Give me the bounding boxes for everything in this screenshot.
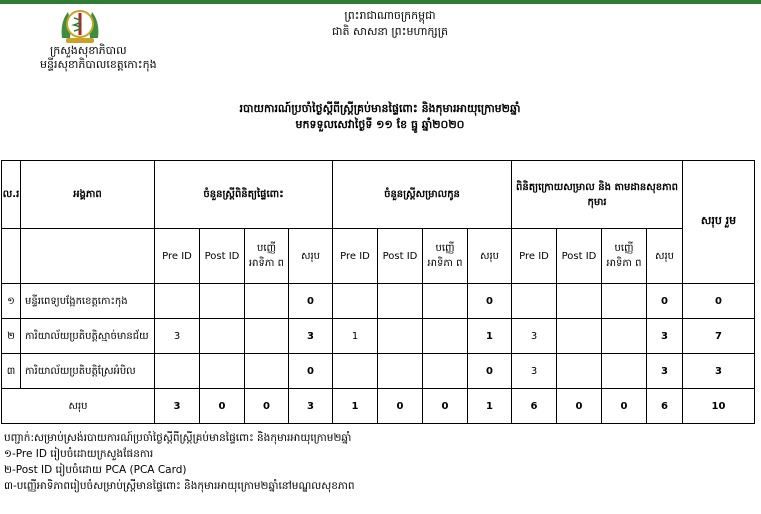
cell [378, 354, 423, 389]
blank-header-cell [2, 229, 21, 284]
cell [333, 284, 378, 319]
ministry-name: ក្រសួងសុខាភិបាល [50, 44, 127, 57]
cell [602, 354, 647, 389]
row-no: ១ [2, 284, 21, 319]
sum-cell: 0 [200, 389, 245, 424]
cell-sum: 0 [647, 284, 683, 319]
cell: 1 [333, 319, 378, 354]
note-line: បញ្ជាក់:សម្រាប់ស្រង់របាយការណ៍ប្រចាំថ្ងៃស្ដីពីស្ត្រីគ្រប់មានផ្ទៃពោះ និងកុមារអាយុក្រោម២ឆ្នាំ [4, 432, 352, 444]
sub-priority: បញ្ញើ អាទិភា ព [423, 229, 468, 284]
cell-sum: 0 [289, 354, 333, 389]
cell [602, 284, 647, 319]
table-header-row [2, 161, 755, 229]
cell [378, 319, 423, 354]
top-accent-bar [0, 0, 761, 4]
note-line: ១-Pre ID រៀបចំដោយក្រសួងផែនការ [4, 448, 154, 460]
ministry-block [40, 44, 200, 72]
sub-sum: សរុប [289, 229, 333, 284]
cell [602, 319, 647, 354]
cell-sum: 3 [647, 319, 683, 354]
row-grand-total: 3 [683, 354, 755, 389]
cell [245, 319, 289, 354]
kingdom-heading [290, 8, 490, 40]
sum-cell: 1 [333, 389, 378, 424]
cell [333, 354, 378, 389]
sum-cell: 6 [647, 389, 683, 424]
sum-cell: 3 [289, 389, 333, 424]
row-unit: មន្ទីរពេទ្យបង្អែកខេត្តកោះកុង [21, 284, 155, 319]
sub-post-id: Post ID [557, 229, 602, 284]
row-unit: ការិយាល័យប្រតិបត្តិស្រែអំបិល [21, 354, 155, 389]
ministry-of-health-emblem-icon [58, 4, 102, 46]
sum-cell: 1 [468, 389, 512, 424]
sum-cell: 0 [602, 389, 647, 424]
sum-row-label: សរុប [2, 389, 155, 424]
cell-sum: 3 [289, 319, 333, 354]
report-title-line1: របាយការណ៍ប្រចាំថ្ងៃស្ដីពីស្ត្រីគ្រប់មានផ្ទៃពោះ និងកុមារអាយុក្រោម២ឆ្នាំ [239, 102, 521, 115]
kingdom-name: ព្រះរាជាណាចក្រកម្ពុជា [344, 9, 436, 22]
grand-total: 10 [683, 389, 755, 424]
cell: 3 [512, 354, 557, 389]
cell [557, 284, 602, 319]
cell-sum: 0 [289, 284, 333, 319]
cell [423, 354, 468, 389]
group-delivery-header: ចំនួនស្ត្រីសម្រាលកូន [333, 161, 512, 229]
note-line: ៣-បញ្ញើអាទិភាពរៀបចំសម្រាប់ស្ត្រីមានផ្ទៃពោះ និងកុមារអាយុក្រោម២ឆ្នាំនៅមណ្ឌលសុខភាព [4, 480, 355, 492]
note-line: ២-Post ID រៀបចំដោយ PCA (PCA Card) [4, 464, 187, 476]
col-unit-header: អង្គភាព [21, 161, 155, 229]
sum-cell: 0 [245, 389, 289, 424]
sum-cell: 0 [423, 389, 468, 424]
sub-priority: បញ្ញើ អាទិភា ព [602, 229, 647, 284]
cell-sum: 1 [468, 319, 512, 354]
sub-priority: បញ្ញើ អាទិភា ព [245, 229, 289, 284]
cell [512, 284, 557, 319]
row-no: ២ [2, 319, 21, 354]
report-table [1, 160, 755, 424]
group-postnatal-header: ពិនិត្យក្រោយសម្រាល និង តាមដានសុខភាពកុមារ [512, 161, 683, 229]
cell-sum: 0 [468, 354, 512, 389]
cell [155, 284, 200, 319]
cell [200, 319, 245, 354]
row-grand-total: 7 [683, 319, 755, 354]
cell [155, 354, 200, 389]
report-title-line2: មកទទួលសេវាថ្ងៃទី ១១ ខែ ធ្នូ ឆ្នាំ២០២០ [295, 118, 465, 131]
sub-pre-id: Pre ID [155, 229, 200, 284]
sub-sum: សរុប [468, 229, 512, 284]
cell [200, 284, 245, 319]
cell-sum: 0 [468, 284, 512, 319]
department-name: មន្ទីរសុខាភិបាលខេត្តកោះកុង [40, 58, 157, 71]
cell [557, 354, 602, 389]
cell-sum: 3 [647, 354, 683, 389]
table-subheader-row [2, 229, 755, 284]
sub-post-id: Post ID [378, 229, 423, 284]
cell [245, 354, 289, 389]
sub-post-id: Post ID [200, 229, 245, 284]
row-unit: ការិយាល័យប្រតិបត្តិស្មាច់មានជ័យ [21, 319, 155, 354]
row-grand-total: 0 [683, 284, 755, 319]
table-row [2, 319, 755, 354]
national-motto: ជាតិ សាសនា ព្រះមហាក្សត្រ [332, 25, 448, 38]
cell: 3 [155, 319, 200, 354]
table-sum-row [2, 389, 755, 424]
sub-sum: សរុប [647, 229, 683, 284]
cell [423, 284, 468, 319]
sub-pre-id: Pre ID [512, 229, 557, 284]
cell [378, 284, 423, 319]
notes-block [4, 430, 355, 494]
sum-cell: 0 [378, 389, 423, 424]
sub-pre-id: Pre ID [333, 229, 378, 284]
table-row [2, 284, 755, 319]
group-prenatal-header: ចំនួនស្ត្រីពិនិត្យផ្ទៃពោះ [155, 161, 333, 229]
col-no-header: ល.រ [2, 161, 21, 229]
sum-cell: 0 [557, 389, 602, 424]
cell [245, 284, 289, 319]
cell: 3 [512, 319, 557, 354]
col-grand-total-header: សរុប រួម [683, 161, 755, 284]
report-title [150, 101, 610, 133]
cell [557, 319, 602, 354]
blank-header-cell [21, 229, 155, 284]
sum-cell: 6 [512, 389, 557, 424]
sum-cell: 3 [155, 389, 200, 424]
cell [200, 354, 245, 389]
cell [423, 319, 468, 354]
row-no: ៣ [2, 354, 21, 389]
table-row [2, 354, 755, 389]
